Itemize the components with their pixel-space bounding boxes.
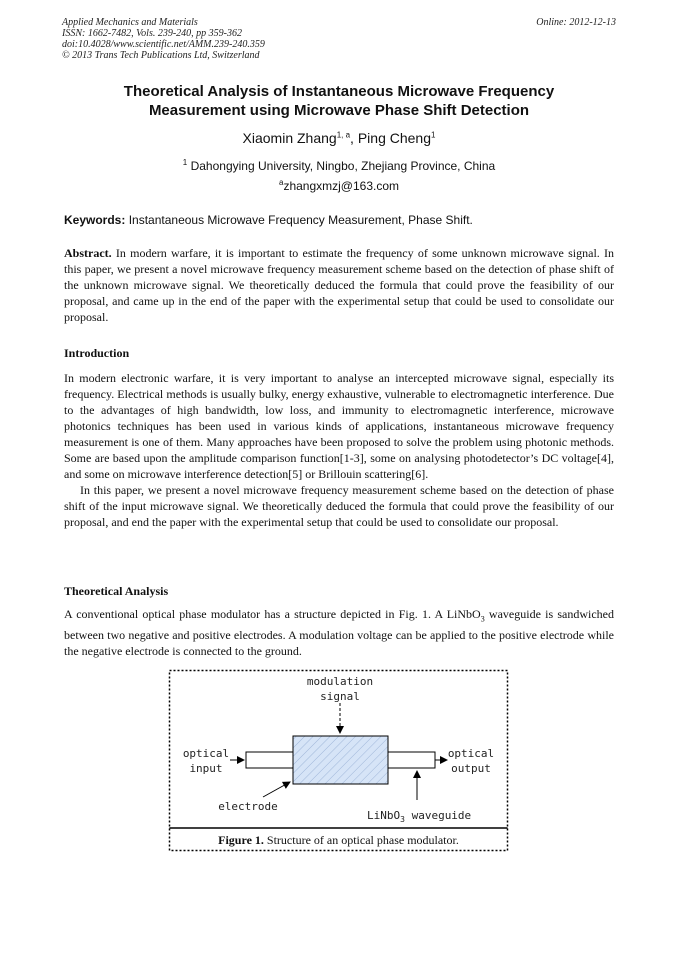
author-1-sup: 1, a <box>336 130 351 140</box>
modulator-box <box>293 736 388 784</box>
journal-header <box>62 17 265 61</box>
introduction-body <box>64 370 614 530</box>
theory-text-post: waveguide is sandwiched between two negative and positive electrodes. A modulation voltage can be applied to the positive electrode while the negative electrode is connected to the ground. <box>64 607 614 659</box>
authors <box>60 130 618 146</box>
input-waveguide <box>246 752 293 768</box>
figure-1 <box>168 669 509 852</box>
email <box>60 178 618 193</box>
theory-text-pre: A conventional optical phase modulator has a structure depicted in Fig. 1. A LiNbO <box>64 607 481 621</box>
doi: doi:10.4028/www.scientific.net/AMM.239-240.359 <box>62 39 265 50</box>
author-separator: , <box>350 130 358 146</box>
author-1: Xiaomin Zhang <box>242 130 337 146</box>
keywords-label: Keywords: <box>64 213 126 227</box>
modulation-label-2: signal <box>320 690 360 703</box>
author-2: Ping Cheng <box>357 130 431 146</box>
optical-input-label-2: input <box>189 762 223 775</box>
affiliation-sup: 1 <box>182 158 188 167</box>
optical-output-label-1: optical <box>447 747 495 760</box>
abstract-label: Abstract. <box>64 246 112 260</box>
electrode-arrow <box>263 782 290 797</box>
keywords-text: Instantaneous Microwave Frequency Measurement, Phase Shift. <box>128 213 473 227</box>
journal-name: Applied Mechanics and Materials <box>62 17 198 28</box>
abstract <box>64 245 614 325</box>
title-line-1: Theoretical Analysis of Instantaneous Microwave Frequency <box>123 83 555 100</box>
output-waveguide <box>388 752 435 768</box>
online-date: Online: 2012-12-13 <box>536 17 616 28</box>
introduction-para-2: In this paper, we present a novel microwave frequency measurement scheme based on the detection of phase shift of the input microwave signal. We theoretically deduced the formula that could prove the feasibility of our proposal, and end the paper with the experimental setup that could be used to consolidate our proposal. <box>64 483 614 529</box>
copyright: © 2013 Trans Tech Publications Ltd, Switzerland <box>62 50 260 61</box>
introduction-para-1: In modern electronic warfare, it is very important to analyse an intercepted microwave signal, especially its frequency. Electrical methods is usually bulky, energy exhaustive, vulnerable to electromagnetic interference. Due to the advantages of high bandwidth, low loss, and immunity to electromagnetic interference, microwave photonics techniques has been used in various kinds of applications, instantaneous microwave frequency measurement is one of them. Many approaches have been proposed to solve the problem using photonic methods. Some are based upon the amplitude comparison function[1-3], some on analysing photodetector’s DC voltage[4], and some on microwave interference detection[5] or Brillouin scattering[6]. <box>64 371 614 481</box>
theory-paragraph <box>64 606 614 659</box>
affiliation-text: Dahongying University, Ningbo, Zhejiang Province, China <box>190 159 496 173</box>
waveguide-label-sub: 3 <box>400 815 405 824</box>
optical-output-label-2: output <box>451 762 491 775</box>
optical-input-label-1: optical <box>182 747 230 760</box>
paper-title <box>60 82 618 120</box>
waveguide-label-pre: LiNbO <box>367 809 401 822</box>
figure-caption-text: Structure of an optical phase modulator. <box>263 833 459 847</box>
keywords <box>64 213 473 227</box>
waveguide-label-post: waveguide <box>404 809 472 822</box>
figure-caption-label: Figure 1. <box>218 833 264 847</box>
theory-subscript: 3 <box>480 614 485 624</box>
abstract-text: In modern warfare, it is important to estimate the frequency of some unknown microwave signal. In this paper, we present a novel microwave frequency measurement scheme based on the detection of phase shift of the unknown microwave signal. We theoretically deduced the formula that could prove the feasibility of our proposal, and came up in the end of the paper with the experimental setup that could be used to consolidate our proposal. <box>64 246 615 324</box>
email-text: zhangxmzj@163.com <box>283 179 400 193</box>
waveguide-label <box>367 809 471 824</box>
affiliation <box>60 158 618 173</box>
figure-diagram <box>168 669 509 852</box>
figure-caption <box>168 833 509 848</box>
issn: ISSN: 1662-7482, Vols. 239-240, pp 359-362 <box>62 28 242 39</box>
title-line-2: Measurement using Microwave Phase Shift Detection <box>148 102 530 119</box>
theory-heading: Theoretical Analysis <box>64 584 169 598</box>
modulation-label-1: modulation <box>306 675 374 688</box>
introduction-heading: Introduction <box>64 346 130 360</box>
email-sup: a <box>278 178 284 187</box>
electrode-label: electrode <box>218 800 278 813</box>
author-2-sup: 1 <box>431 130 436 140</box>
